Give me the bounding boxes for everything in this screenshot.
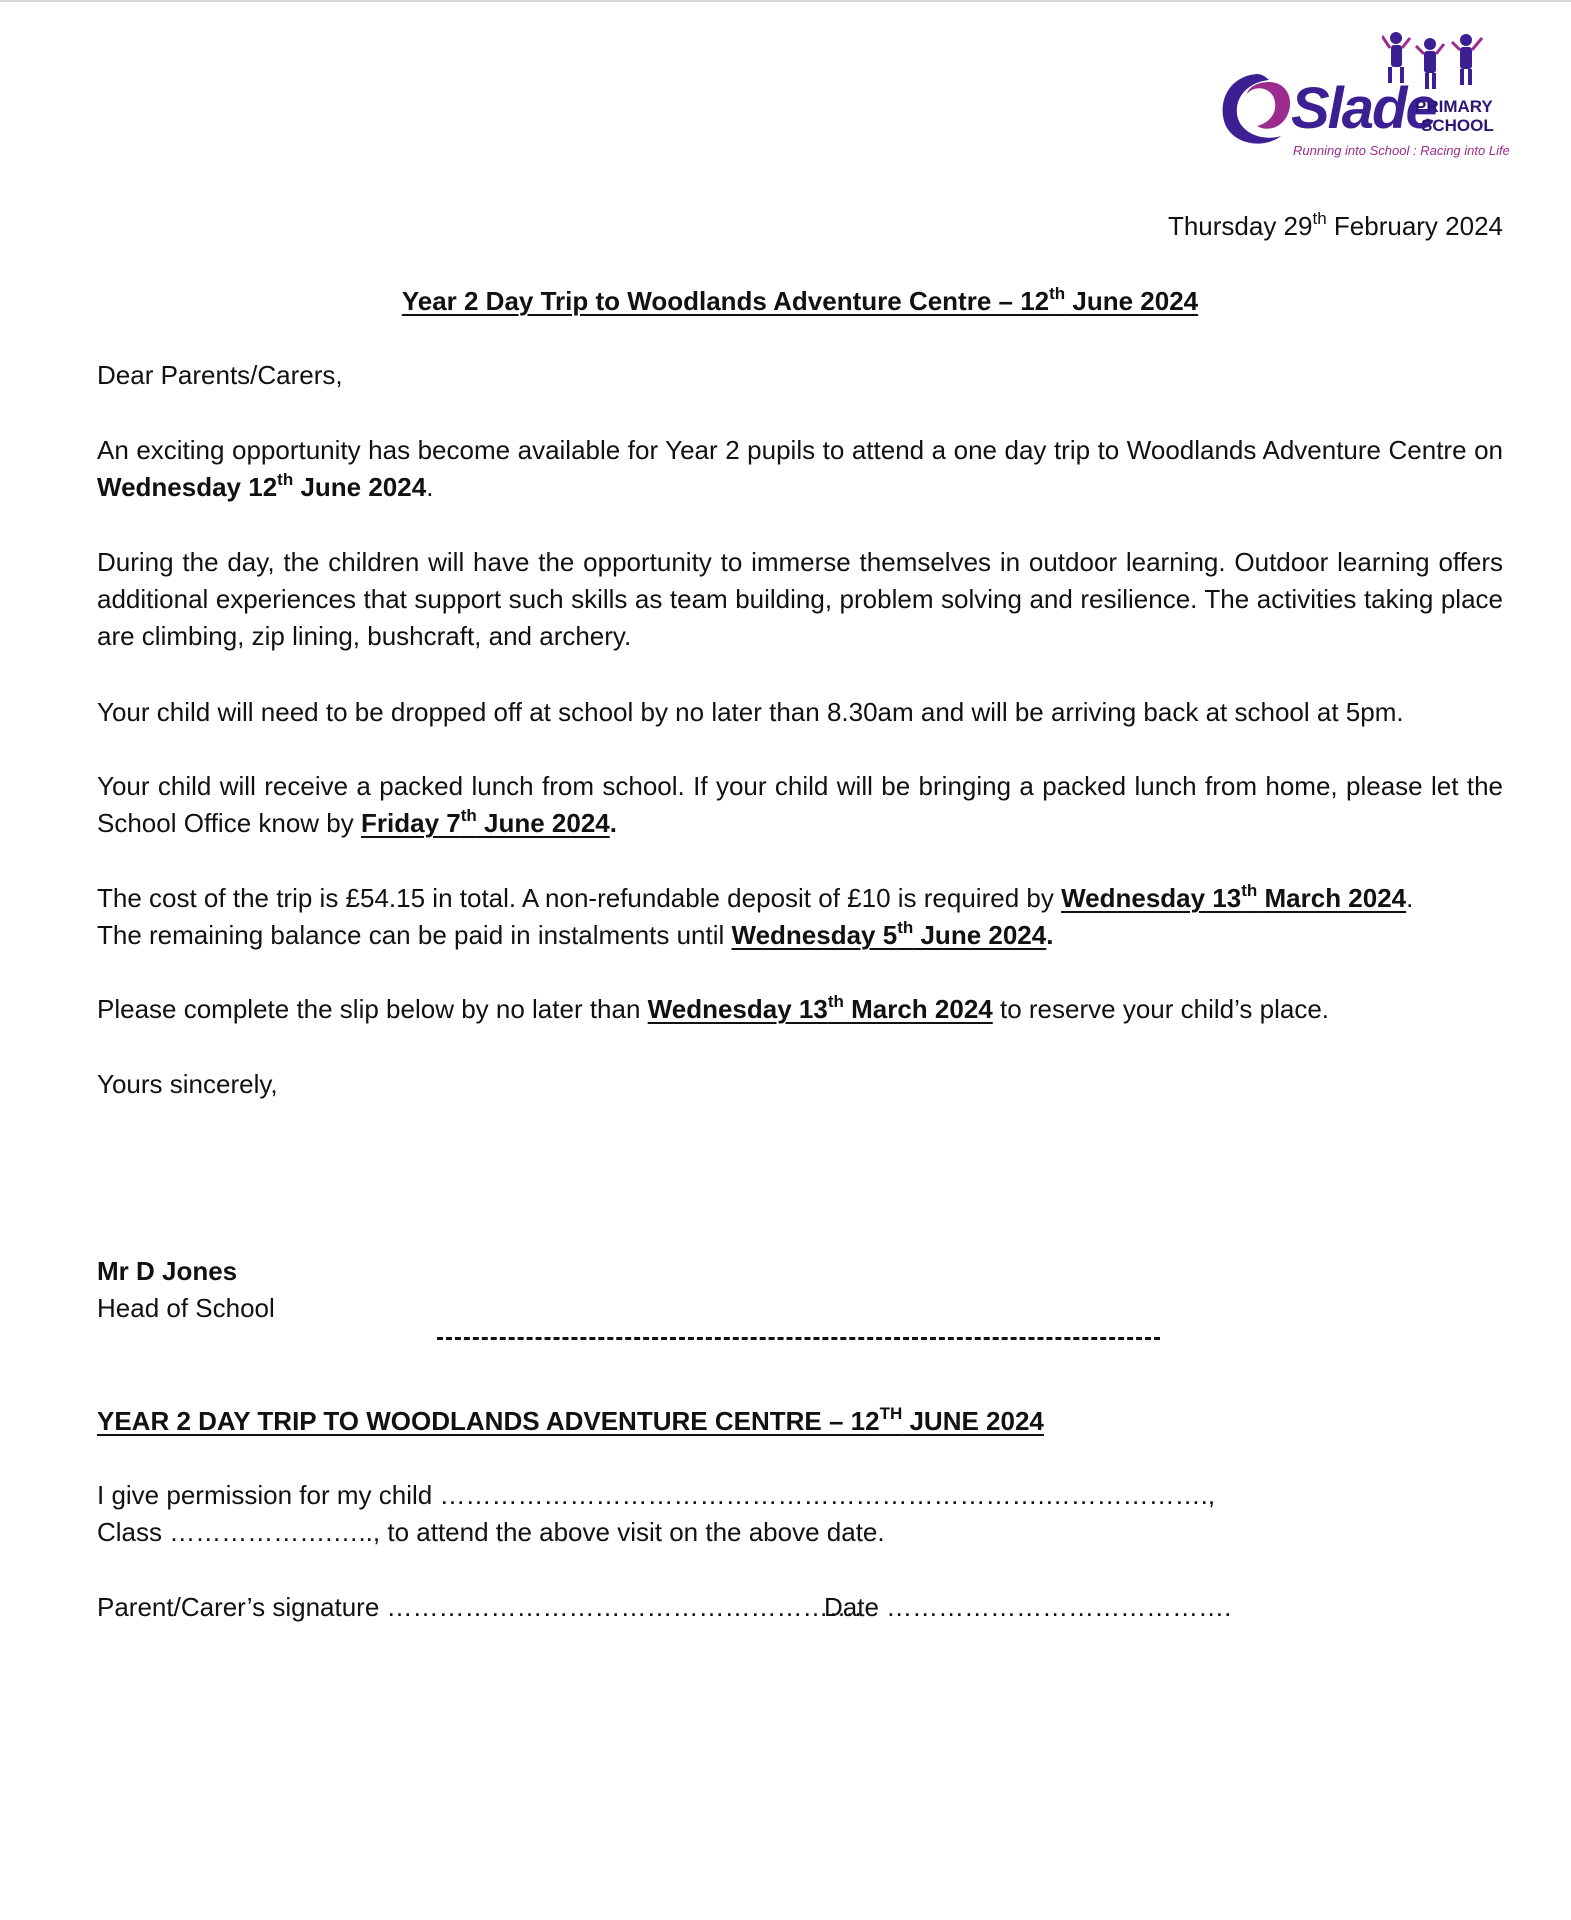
logo-tagline: Running into School : Racing into Life bbox=[1293, 143, 1510, 158]
letter-heading: Year 2 Day Trip to Woodlands Adventure Centre – 12th June 2024 bbox=[401, 284, 1199, 316]
closing: Yours sincerely, bbox=[97, 1069, 278, 1099]
paragraph-intro: An exciting opportunity has become available for Year 2 pupils to attend a one day trip to Woodlands Adventure Centre on Wednesday 12th June 2024. bbox=[97, 435, 1503, 502]
slip-date-field: Date …………………………………. bbox=[824, 1592, 1232, 1622]
paragraph-cost-line2: The remaining balance can be paid in instalments until Wednesday 5th June 2024. bbox=[97, 918, 1054, 950]
slip-heading: YEAR 2 DAY TRIP TO WOODLANDS ADVENTURE CENTRE – 12TH JUNE 2024 bbox=[97, 1404, 1044, 1436]
slip-signature-field: Parent/Carer’s signature ………………………………………………. bbox=[97, 1592, 862, 1622]
paragraph-timings: Your child will need to be dropped off at school by no later than 8.30am and will be arriving back at school at 5pm. bbox=[97, 697, 1404, 727]
letter-date: Thursday 29th February 2024 bbox=[1167, 209, 1503, 241]
school-logo bbox=[1217, 28, 1510, 160]
leaf-swirl-icon bbox=[1217, 70, 1295, 150]
logo-school-text: SCHOOL bbox=[1421, 116, 1494, 135]
slip-class-line: Class ……………….….., to attend the above visit on the above date. bbox=[97, 1517, 885, 1547]
logo-primary-text: PRIMARY bbox=[1415, 97, 1493, 116]
signatory-title: Head of School bbox=[97, 1293, 275, 1323]
signatory-name: Mr D Jones bbox=[97, 1256, 238, 1286]
paragraph-cost-line1: The cost of the trip is £54.15 in total. A non-refundable deposit of £10 is required by Wednesday 13th March 2024. bbox=[97, 881, 1414, 913]
cut-here-divider bbox=[437, 1337, 1160, 1340]
paragraph-activities: During the day, the children will have the opportunity to immerse themselves in outdoor learning. Outdoor learning offers additional experiences that support such skills as team building, problem solving and resilience. The activities taking place are climbing, zip lining, bushcraft, and archery. bbox=[97, 547, 1503, 651]
paragraph-reply-deadline: Please complete the slip below by no later than Wednesday 13th March 2024 to reserve your child’s place. bbox=[97, 992, 1330, 1024]
slip-permission-line: I give permission for my child …………………………………………………………….………………., bbox=[97, 1480, 1216, 1510]
page-top-border bbox=[0, 0, 1571, 2]
paragraph-lunch: Your child will receive a packed lunch from school. If your child will be bringing a packed lunch from home, please let the School Office know by Friday 7th June 2024. bbox=[97, 771, 1503, 838]
salutation: Dear Parents/Carers, bbox=[97, 360, 343, 390]
logo-wordmark: Slade bbox=[1291, 76, 1436, 141]
